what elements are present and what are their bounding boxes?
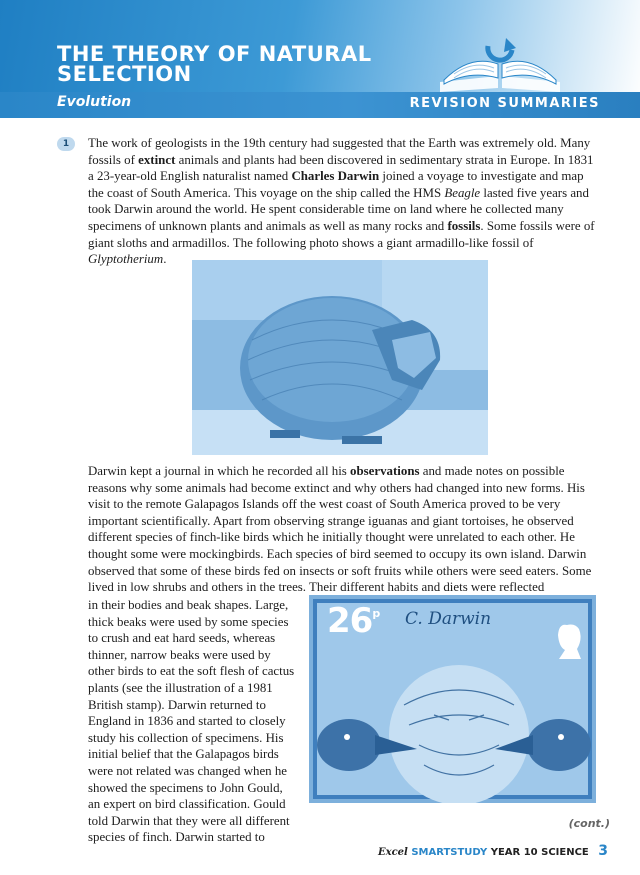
paragraph-beaks: in their bodies and beak shapes. Large, thick beaks were used by some species to crush and eat hard seeds, whereas thinner, narrow beaks were used by other birds to eat the soft flesh of cactus plants (see the illustration of a 1981 British stamp). Darwin returned to England in 1836 and started to closely study his collection of specimens. His initial belief that the Galapagos birds were not related was changed when he showed the specimens to John Gould, an expert on bird classification. Gould told Darwin that they were all different species of finch. Darwin started to	[88, 598, 295, 845]
bold-term: fossils	[447, 218, 481, 233]
bold-term: extinct	[138, 152, 176, 167]
stamp-price: 26$^p$	[327, 601, 380, 641]
bold-term: Charles Darwin	[291, 169, 380, 184]
page-header	[0, 0, 640, 118]
continued-marker: (cont.)	[568, 817, 610, 830]
page-subtitle: Evolution	[57, 94, 132, 110]
page-number: 3	[598, 843, 608, 859]
section-label: REVISION SUMMARIES	[409, 96, 600, 111]
item-number-badge: 1	[57, 137, 75, 151]
paragraph-observations: Darwin kept a journal in which he recorded all his observations and made notes on possible reasons why some animals had become extinct and why others had changed into new forms. His visit to the remote Galapagos Islands off the west coast of South America proved to be very important scientifically. Apart from observing strange iguanas and giant tortoises, he observed different species of finch-like birds which he initially thought were unrelated to each other. He thought some were mockingbirds. Each species of bird seemed to occupy its own island. Darwin observed that some of these birds fed on insects or soft fruits while others were seed eaters. Some lived in low shrubs and others in the trees. Their different habits and diets were reflected	[88, 464, 592, 595]
darwin-signature: C. Darwin	[405, 609, 492, 629]
footer-brand: Excel	[377, 847, 408, 858]
italic-term: Glyptotherium	[88, 252, 164, 267]
glyptotherium-fossil-photo	[192, 260, 488, 455]
page-footer	[378, 843, 608, 859]
open-book-refresh-icon	[430, 24, 570, 94]
footer-subject: YEAR 10 SCIENCE	[490, 847, 589, 858]
italic-term: Beagle	[444, 185, 481, 200]
paragraph-intro: The work of geologists in the 19th century had suggested that the Earth was extremely old. Many fossils of extinct animals and plants had been discovered in sedimentary strata in Europe. In 1831 a 23-year-old English naturalist named Charles Darwin joined a voyage to investigate and map the coast of South America. This voyage on the ship called the HMS Beagle lasted five years and took Darwin around the world. He spent considerable time on land where he collected many specimens of unknown plants and animals as well as many rocks and fossils. Some fossils were of giant sloths and armadillos. The following photo shows a giant armadillo-like fossil of Glyptotherium.	[88, 136, 595, 267]
bold-term: observations	[350, 464, 420, 478]
footer-series: SMARTSTUDY	[411, 847, 488, 858]
page-title: THE THEORY OF NATURAL SELECTION	[57, 42, 372, 86]
darwin-1981-stamp-illustration	[309, 595, 596, 803]
